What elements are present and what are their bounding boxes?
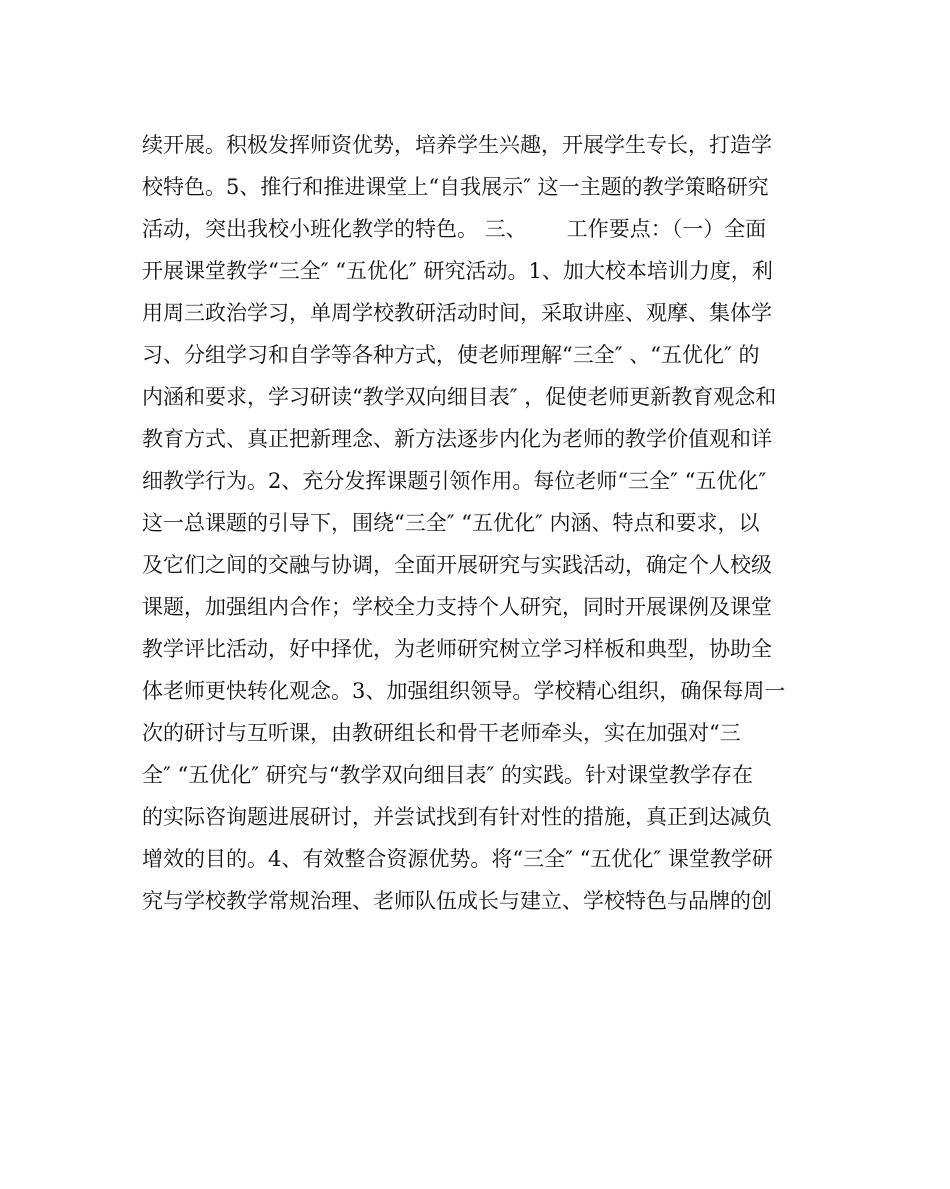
text-line: 教学评比活动，好中择优，为老师研究树立学习样板和典型，协助全	[142, 637, 772, 661]
text-line: 细教学行为。2、充分发挥课题引领作用。每位老师“三全″ “五优化″	[142, 469, 767, 493]
text-line: 究与学校教学常规治理、老师队伍成长与建立、学校特色与品牌的创	[142, 889, 772, 913]
text-line: 的实际咨询题进展研讨，并尝试找到有针对性的措施，真正到达减负	[142, 805, 772, 829]
body-text	[142, 124, 832, 922]
text-line: 用周三政治学习，单周学校教研活动时间，采取讲座、观摩、集体学	[142, 301, 772, 325]
text-line: 及它们之间的交融与协调，全面开展研究与实践活动，确定个人校级	[142, 553, 772, 577]
text-line: 全″ “五优化″ 研究与“教学双向细目表″ 的实践。针对课堂教学存在	[142, 763, 754, 787]
text-line: 增效的目的。4、有效整合资源优势。将“三全″ “五优化″ 课堂教学研	[142, 847, 773, 871]
text-line: 续开展。积极发挥师资优势，培养学生兴趣，开展学生专长，打造学	[142, 133, 772, 157]
text-line: 这一总课题的引导下，围绕“三全″ “五优化″ 内涵、特点和要求，以	[142, 511, 760, 535]
text-line: 教育方式、真正把新理念、新方法逐步内化为老师的教学价值观和详	[142, 427, 772, 451]
text-line: 内涵和要求，学习研读“教学双向细目表″ ，促使老师更新教育观念和	[142, 385, 777, 409]
text-line: 开展课堂教学“三全″ “五优化″ 研究活动。1、加大校本培训力度，利	[142, 259, 773, 283]
text-line: 次的研讨与互听课，由教研组长和骨干老师牵头，实在加强对“三	[142, 721, 741, 745]
text-line: 校特色。5、推行和推进课堂上“自我展示″ 这一主题的教学策略研究	[142, 175, 769, 199]
text-line: 习、分组学习和自学等各种方式，使老师理解“三全″ 、“五优化″ 的	[142, 343, 760, 367]
text-line: 课题，加强组内合作；学校全力支持个人研究，同时开展课例及课堂	[142, 595, 772, 619]
text-line: 体老师更快转化观念。3、加强组织领导。学校精心组织，确保每周一	[142, 679, 786, 703]
text-line: 活动，突出我校小班化教学的特色。 三、 工作要点：（一）全面	[142, 217, 767, 241]
